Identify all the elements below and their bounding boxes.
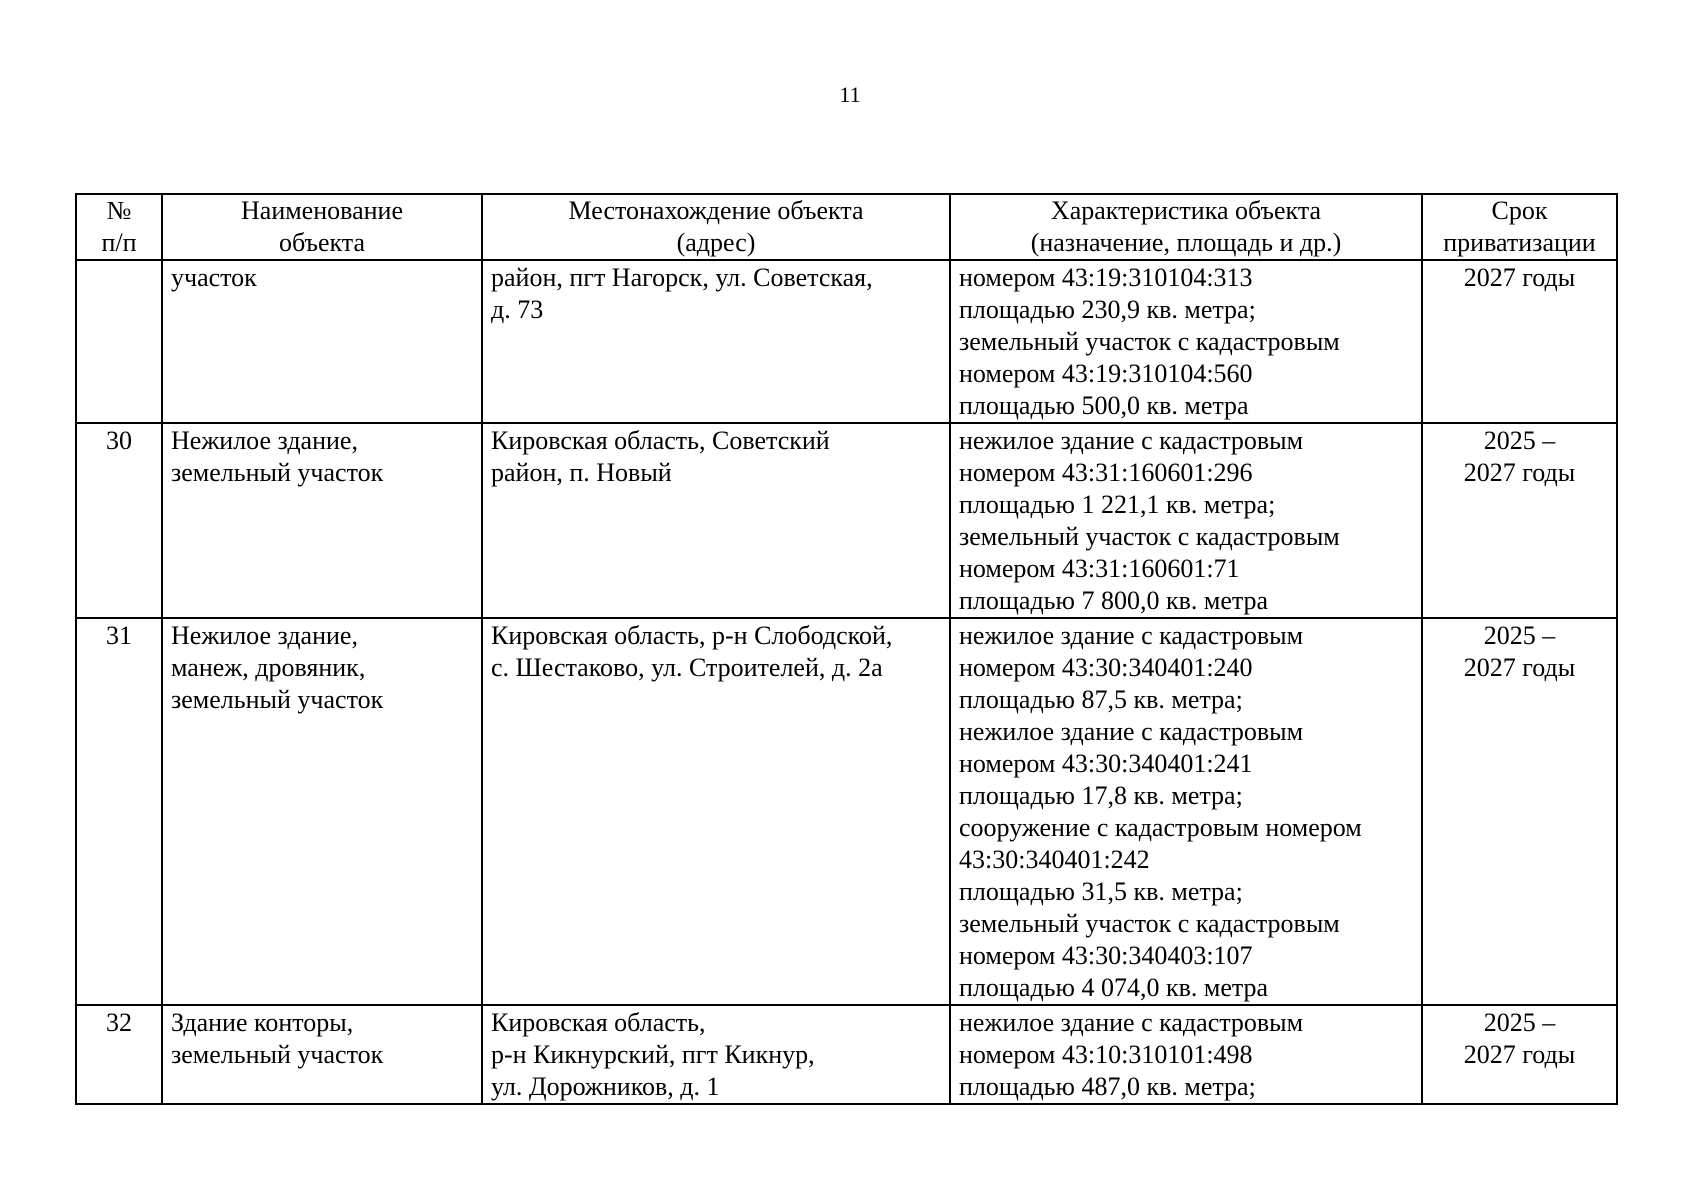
cell-line: номером 43:31:160601:296 <box>959 458 1253 487</box>
cell-line: земельный участок <box>171 1040 384 1069</box>
cell-line: номером 43:31:160601:71 <box>959 554 1240 583</box>
table-row <box>76 1005 1617 1104</box>
object-characteristics-cell <box>950 618 1422 1005</box>
cell-line: 2025 – <box>1483 621 1556 650</box>
cell-line: нежилое здание с кадастровым <box>959 426 1304 455</box>
header-number <box>76 194 162 260</box>
row-number-cell <box>76 1005 162 1104</box>
header-line: п/п <box>101 228 137 257</box>
object-characteristics-cell <box>950 260 1422 423</box>
cell-line: номером 43:30:340403:107 <box>959 941 1253 970</box>
object-address-cell <box>482 260 950 423</box>
cell-line: 2025 – <box>1483 426 1556 455</box>
cell-line: сооружение с кадастровым номером <box>959 813 1362 842</box>
privatization-term-cell <box>1422 423 1617 618</box>
header-name <box>162 194 482 260</box>
cell-line: площадью 230,9 кв. метра; <box>959 295 1256 324</box>
cell-line: площадью 500,0 кв. метра <box>959 391 1249 420</box>
table-row <box>76 423 1617 618</box>
header-line: приватизации <box>1443 228 1596 257</box>
cell-line: площадью 4 074,0 кв. метра <box>959 973 1269 1002</box>
object-name-cell <box>162 1005 482 1104</box>
table-body <box>76 260 1617 1104</box>
cell-line: р-н Кикнурский, пгт Кикнур, <box>491 1040 815 1069</box>
cell-line: 2025 – <box>1483 1008 1556 1037</box>
row-number-cell <box>76 423 162 618</box>
table-row <box>76 260 1617 423</box>
header-term <box>1422 194 1617 260</box>
cell-line: д. 73 <box>491 295 544 324</box>
cell-line: ул. Дорожников, д. 1 <box>491 1072 720 1101</box>
header-line: № <box>106 196 132 225</box>
object-characteristics-cell <box>950 423 1422 618</box>
cell-line: нежилое здание с кадастровым <box>959 717 1304 746</box>
cell-line: район, пгт Нагорск, ул. Советская, <box>491 263 873 292</box>
cell-line: площадью 1 221,1 кв. метра; <box>959 490 1276 519</box>
cell-line: номером 43:10:310101:498 <box>959 1040 1253 1069</box>
cell-line: Здание конторы, <box>171 1008 354 1037</box>
object-name-cell <box>162 618 482 1005</box>
cell-line: участок <box>171 263 257 292</box>
cell-line: 2027 годы <box>1463 1040 1576 1069</box>
cell-line: земельный участок <box>171 458 384 487</box>
page-number: 11 <box>839 82 861 107</box>
cell-line: 2027 годы <box>1463 653 1576 682</box>
table-header-row <box>76 194 1617 260</box>
cell-line: земельный участок с кадастровым <box>959 909 1340 938</box>
cell-line: Кировская область, Советский <box>491 426 830 455</box>
object-address-cell <box>482 1005 950 1104</box>
cell-line: 2027 годы <box>1463 263 1576 292</box>
cell-line: номером 43:30:340401:240 <box>959 653 1253 682</box>
header-line: (адрес) <box>676 228 756 257</box>
cell-line: земельный участок <box>171 685 384 714</box>
header-line: Срок <box>1491 196 1548 225</box>
cell-line: Кировская область, р-н Слободской, <box>491 621 893 650</box>
header-characteristics <box>950 194 1422 260</box>
cell-line: 43:30:340401:242 <box>959 845 1150 874</box>
object-name-cell <box>162 260 482 423</box>
privatization-term-cell <box>1422 1005 1617 1104</box>
cell-line: 30 <box>106 426 132 455</box>
cell-line: 32 <box>106 1008 132 1037</box>
cell-line: Кировская область, <box>491 1008 706 1037</box>
cell-line: номером 43:30:340401:241 <box>959 749 1253 778</box>
cell-line: нежилое здание с кадастровым <box>959 1008 1304 1037</box>
cell-line: район, п. Новый <box>491 458 672 487</box>
table-row <box>76 618 1617 1005</box>
object-address-cell <box>482 423 950 618</box>
header-line: объекта <box>278 228 366 257</box>
header-address <box>482 194 950 260</box>
header-line: Характеристика объекта <box>1050 196 1322 225</box>
privatization-term-cell <box>1422 260 1617 423</box>
object-characteristics-cell <box>950 1005 1422 1104</box>
cell-line: 31 <box>106 621 132 650</box>
cell-line: площадью 87,5 кв. метра; <box>959 685 1243 714</box>
cell-line: площадью 31,5 кв. метра; <box>959 877 1243 906</box>
cell-line: нежилое здание с кадастровым <box>959 621 1304 650</box>
cell-line: номером 43:19:310104:560 <box>959 359 1253 388</box>
cell-line: Нежилое здание, <box>171 621 358 650</box>
cell-line: с. Шестаково, ул. Строителей, д. 2а <box>491 653 883 682</box>
privatization-table <box>75 193 1618 1105</box>
cell-line: земельный участок с кадастровым <box>959 327 1340 356</box>
privatization-term-cell <box>1422 618 1617 1005</box>
row-number-cell <box>76 618 162 1005</box>
row-number-cell <box>76 260 162 423</box>
cell-line: 2027 годы <box>1463 458 1576 487</box>
cell-line: номером 43:19:310104:313 <box>959 263 1253 292</box>
cell-line: земельный участок с кадастровым <box>959 522 1340 551</box>
cell-line: площадью 487,0 кв. метра; <box>959 1072 1256 1101</box>
cell-line: Нежилое здание, <box>171 426 358 455</box>
cell-line: площадью 17,8 кв. метра; <box>959 781 1243 810</box>
cell-line: площадью 7 800,0 кв. метра <box>959 586 1269 615</box>
header-line: (назначение, площадь и др.) <box>1030 228 1342 257</box>
header-line: Наименование <box>241 196 403 225</box>
header-line: Местонахождение объекта <box>568 196 864 225</box>
object-name-cell <box>162 423 482 618</box>
object-address-cell <box>482 618 950 1005</box>
cell-line: манеж, дровяник, <box>171 653 366 682</box>
